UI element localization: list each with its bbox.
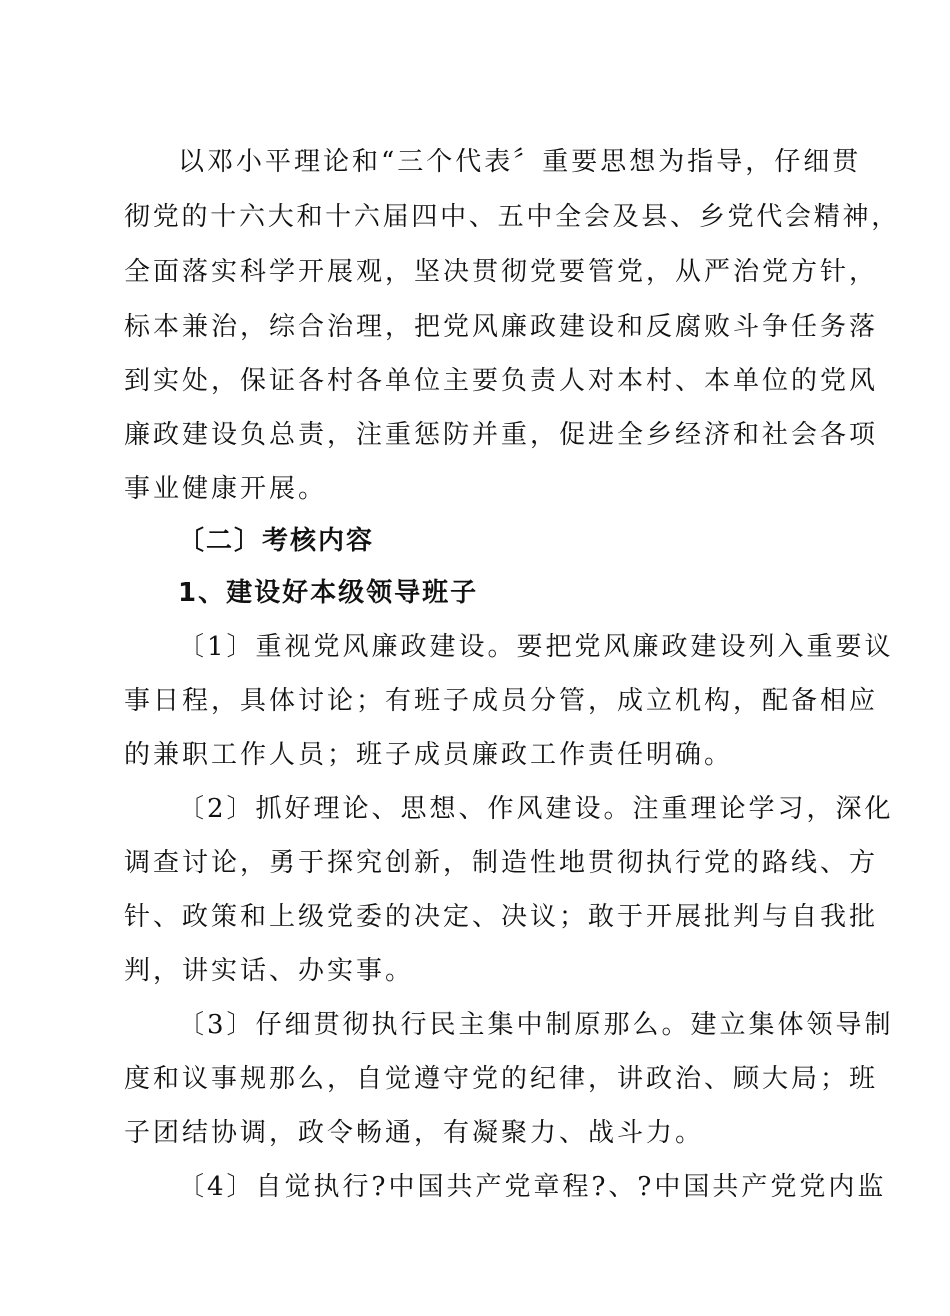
paragraph-line: 〔4〕自觉执行?中国共产党章程?、?中国共产党党内监 — [178, 1172, 887, 1202]
paragraph-line: 〔2〕抓好理论、思想、作风建设。注重理论学习，深化 — [178, 794, 894, 824]
paragraph-line: 标本兼治，综合治理，把党风廉政建设和反腐败斗争任务落 — [124, 312, 879, 342]
paragraph-line: 全面落实科学开展观，坚决贯彻党要管党，从严治党方针， — [124, 257, 879, 287]
paragraph-line: 的兼职工作人员；班子成员廉政工作责任明确。 — [124, 740, 734, 770]
paragraph-line: 针、政策和上级党委的决定、决议；敢于开展批判与自我批 — [124, 902, 879, 932]
subsection-heading: 1、建设好本级领导班子 — [178, 578, 479, 608]
paragraph-line: 度和议事规那么，自觉遵守党的纪律，讲政治、顾大局；班 — [124, 1064, 879, 1094]
paragraph-line: 〔1〕重视党风廉政建设。要把党风廉政建设列入重要议 — [178, 632, 894, 662]
paragraph-line: 判，讲实话、办实事。 — [124, 956, 415, 986]
paragraph-line: 到实处，保证各村各单位主要负责人对本村、本单位的党风 — [124, 366, 879, 396]
paragraph-line: 以邓小平理论和“三个代表〞重要思想为指导，仔细贯 — [178, 147, 862, 177]
paragraph-line: 子团结协调，政令畅通，有凝聚力、战斗力。 — [124, 1118, 705, 1148]
paragraph-line: 调查讨论，勇于探究创新，制造性地贯彻执行党的路线、方 — [124, 848, 879, 878]
paragraph-line: 廉政建设负总责，注重惩防并重，促进全乡经济和社会各项 — [124, 420, 879, 450]
paragraph-line: 彻党的十六大和十六届四中、五中全会及县、乡党代会精神， — [124, 202, 901, 232]
paragraph-line: 事日程，具体讨论；有班子成员分管，成立机构，配备相应 — [124, 686, 879, 716]
paragraph-line: 〔3〕仔细贯彻执行民主集中制原那么。建立集体领导制 — [178, 1010, 894, 1040]
section-heading: 〔二〕考核内容 — [178, 526, 375, 556]
paragraph-line: 事业健康开展。 — [124, 474, 328, 504]
